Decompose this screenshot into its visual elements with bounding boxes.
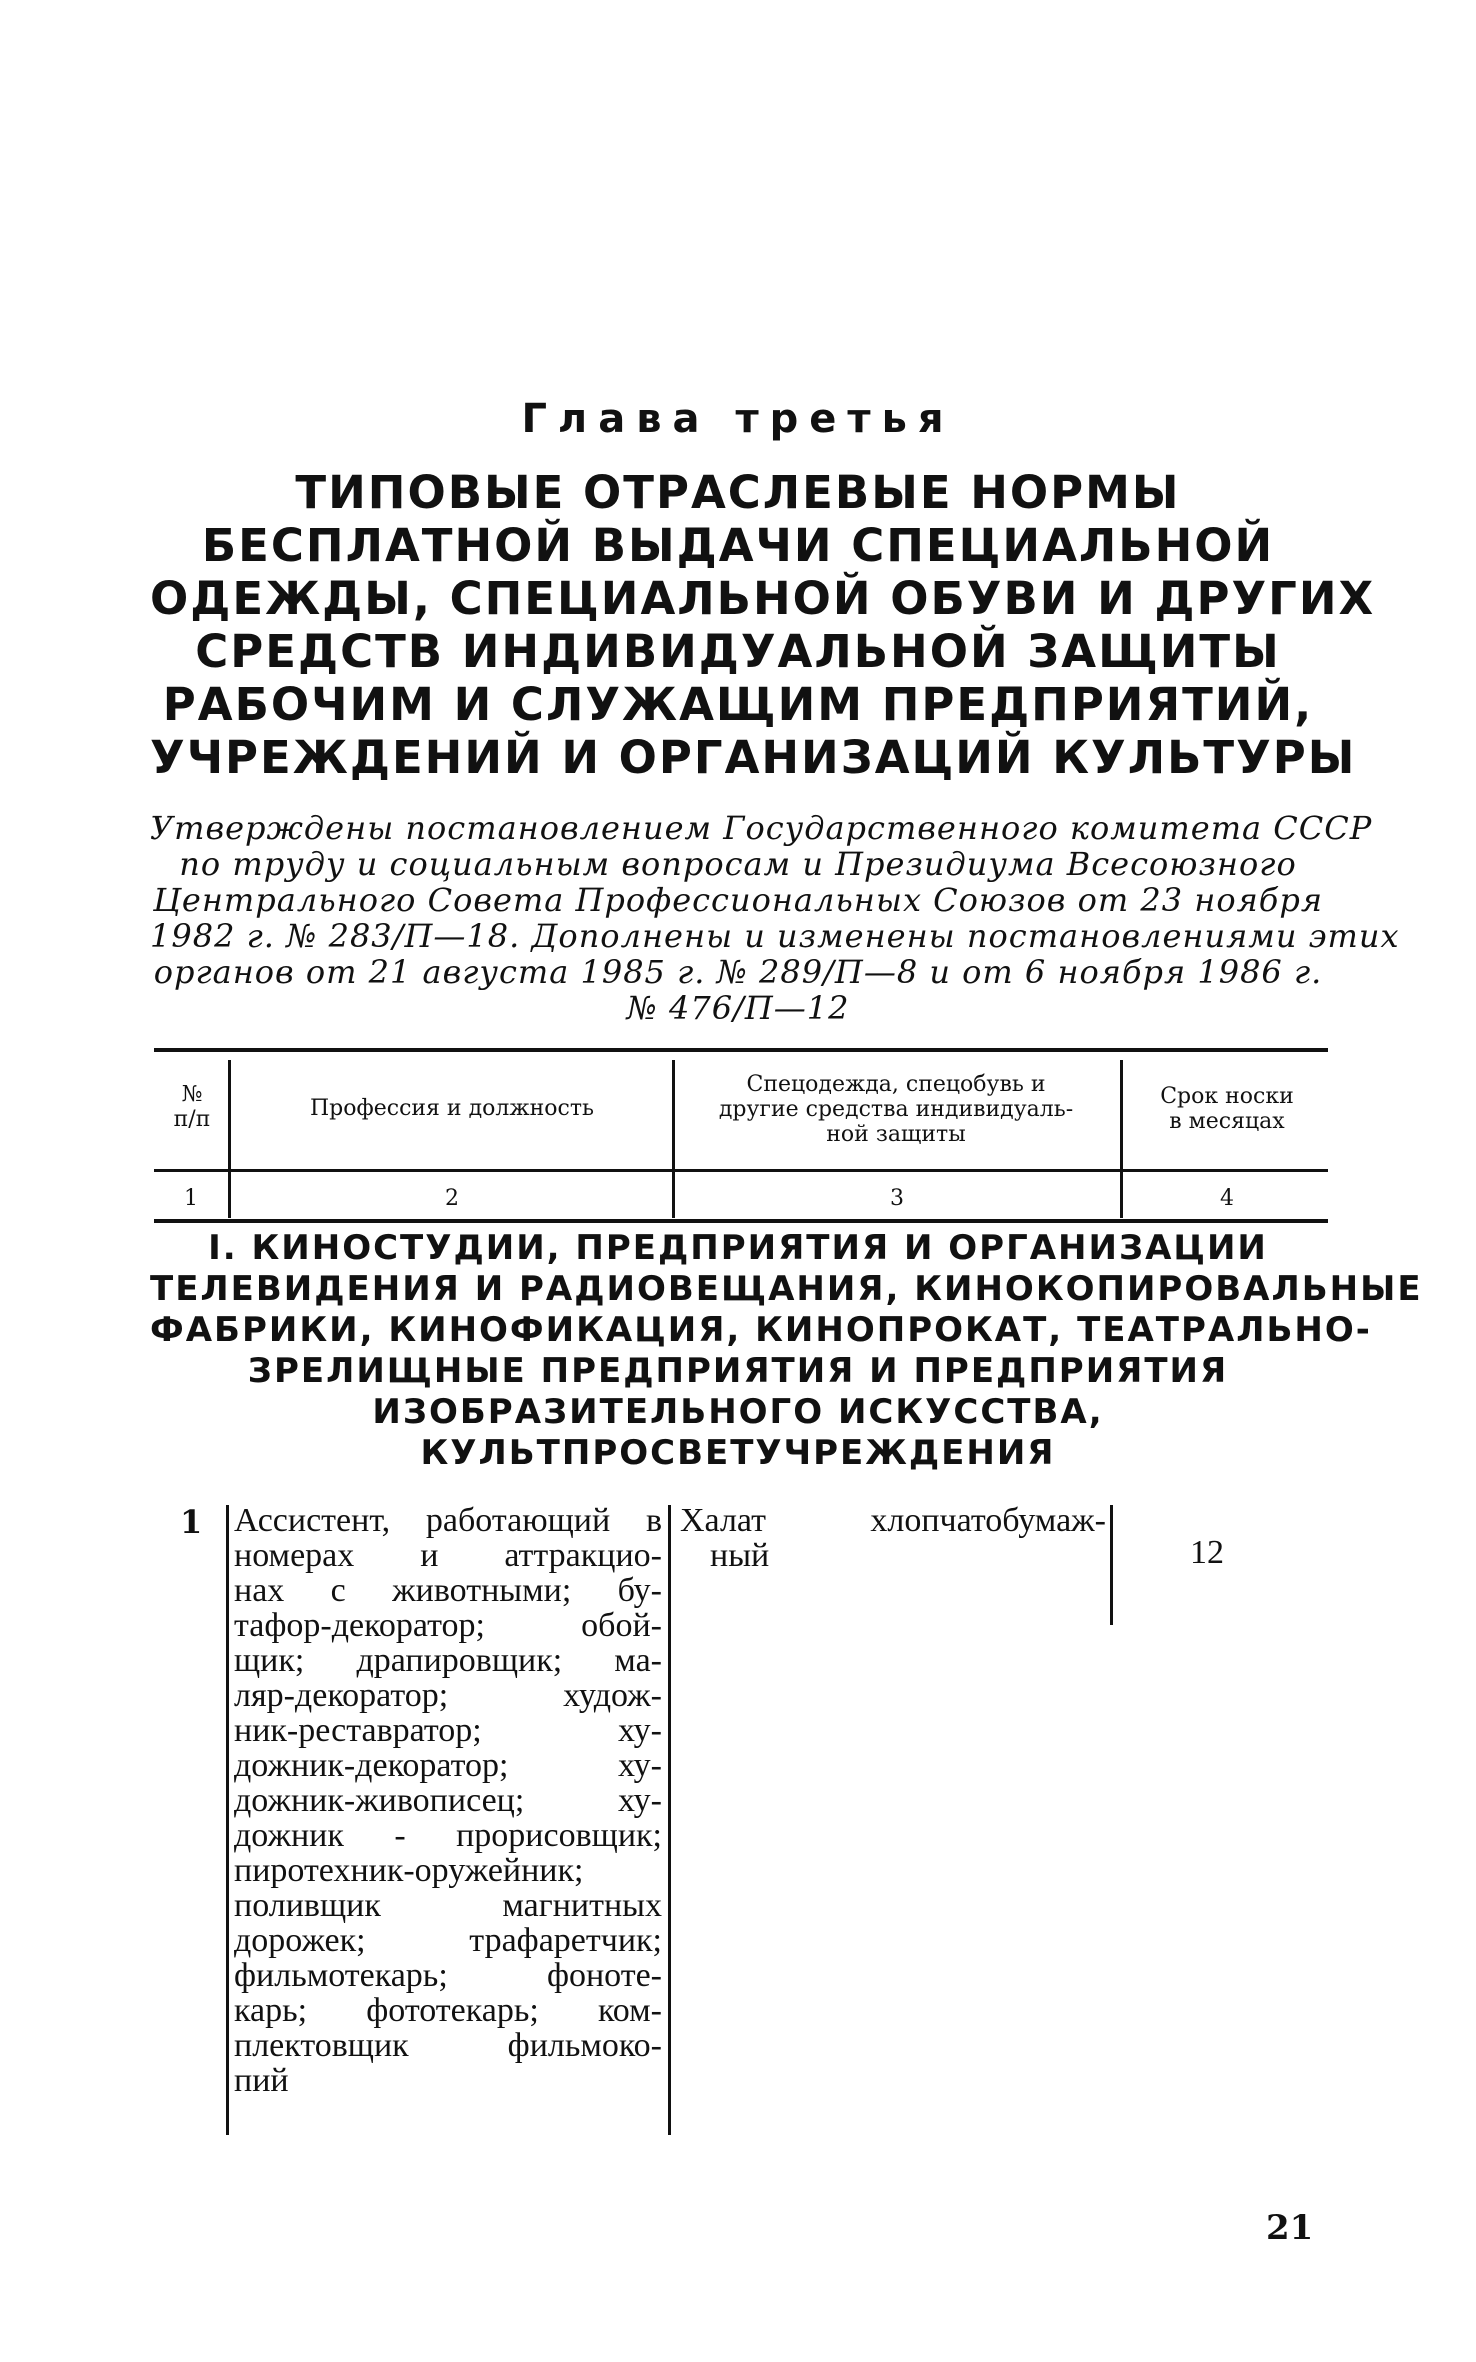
- column-number: 4: [1220, 1186, 1234, 1211]
- header-profession: Профессия и должность: [310, 1096, 594, 1121]
- approval-line: Центрального Совета Профессиональных Союзов от 23 ноября: [153, 881, 1323, 919]
- section-line: ТЕЛЕВИДЕНИЯ И РАДИОВЕЩАНИЯ, КИНОКОПИРОВАЛЬНЫЕ: [150, 1269, 1423, 1309]
- section-line: ФАБРИКИ, КИНОФИКАЦИЯ, КИНОПРОКАТ, ТЕАТРАЛЬНО-: [150, 1310, 1372, 1350]
- approval-line: Утверждены постановлением Государственного комитета СССР: [150, 809, 1373, 847]
- page-number: 21: [1266, 2208, 1314, 2248]
- section-heading: [150, 1228, 1423, 1474]
- header-term: Срок носки в месяцах: [1160, 1084, 1294, 1134]
- profession-line: щик; драпировщик; ма-: [234, 1642, 662, 1679]
- equipment-cell-continued: ный: [710, 1537, 770, 1574]
- profession-line: номерах и аттракцио-: [234, 1537, 662, 1574]
- equipment-cell: Халат хлопчатобумаж-: [680, 1502, 1106, 1539]
- table-top-rule: [154, 1048, 1328, 1052]
- column-divider: [1120, 1060, 1123, 1218]
- column-number: 1: [184, 1186, 198, 1211]
- section-line: ЗРЕЛИЩНЫЕ ПРЕДПРИЯТИЯ И ПРЕДПРИЯТИЯ: [247, 1351, 1229, 1391]
- header-number: № п/п: [173, 1082, 211, 1132]
- profession-cell: [234, 1503, 662, 2098]
- profession-line: ляр-декоратор; худож-: [234, 1677, 662, 1714]
- column-divider: [228, 1060, 231, 1218]
- term-cell: 12: [1190, 1534, 1224, 1571]
- profession-line: дожник-декоратор; ху-: [234, 1747, 662, 1784]
- column-divider: [226, 1505, 229, 2135]
- approval-line: органов от 21 августа 1985 г. № 289/П—8 и от 6 ноября 1986 г.: [153, 953, 1323, 991]
- row-number: 1: [180, 1503, 203, 1541]
- table-header-rule: [154, 1169, 1328, 1172]
- section-line: ИЗОБРАЗИТЕЛЬНОГО ИСКУССТВА,: [372, 1392, 1104, 1432]
- profession-line: фильмотекарь; фоноте-: [234, 1957, 662, 1994]
- approval-line: № 476/П—12: [626, 989, 850, 1027]
- profession-line: дожник-живописец; ху-: [234, 1782, 662, 1819]
- title-line: ТИПОВЫЕ ОТРАСЛЕВЫЕ НОРМЫ: [295, 466, 1181, 519]
- document-title: [150, 466, 1376, 784]
- profession-line: карь; фототекарь; ком-: [234, 1992, 662, 2029]
- profession-line: пиротехник-оружейник;: [234, 1852, 584, 1889]
- column-number: 3: [890, 1186, 904, 1211]
- column-divider: [668, 1505, 671, 2135]
- profession-line: плектовщик фильмоко-: [234, 2027, 662, 2064]
- approval-line: по труду и социальным вопросам и Президиума Всесоюзного: [179, 845, 1297, 883]
- chapter-heading: Глава третья: [521, 396, 955, 442]
- title-line: УЧРЕЖДЕНИЙ И ОРГАНИЗАЦИЙ КУЛЬТУРЫ: [150, 731, 1357, 784]
- profession-line: дожник - прорисовщик;: [234, 1817, 662, 1854]
- approval-note: [150, 809, 1400, 1027]
- profession-line: поливщик магнитных: [234, 1887, 662, 1924]
- title-line: БЕСПЛАТНОЙ ВЫДАЧИ СПЕЦИАЛЬНОЙ: [201, 519, 1275, 572]
- section-line: I. КИНОСТУДИИ, ПРЕДПРИЯТИЯ И ОРГАНИЗАЦИИ: [208, 1228, 1268, 1268]
- title-line: СРЕДСТВ ИНДИВИДУАЛЬНОЙ ЗАЩИТЫ: [195, 625, 1281, 678]
- profession-line: тафор-декоратор; обой-: [234, 1607, 662, 1644]
- title-line: ОДЕЖДЫ, СПЕЦИАЛЬНОЙ ОБУВИ И ДРУГИХ: [150, 572, 1376, 625]
- column-divider: [1110, 1505, 1113, 1625]
- table-numbers-rule: [154, 1219, 1328, 1223]
- section-line: КУЛЬТПРОСВЕТУЧРЕЖДЕНИЯ: [420, 1433, 1056, 1473]
- profession-line: пий: [234, 2062, 289, 2099]
- column-number: 2: [445, 1186, 459, 1211]
- header-equipment: Спецодежда, спецобувь и другие средства индивидуаль- ной защиты: [718, 1072, 1074, 1147]
- profession-line: дорожек; трафаретчик;: [234, 1922, 662, 1959]
- profession-line: нах с животными; бу-: [234, 1572, 662, 1609]
- profession-line: ник-реставратор; ху-: [234, 1712, 662, 1749]
- title-line: РАБОЧИМ И СЛУЖАЩИМ ПРЕДПРИЯТИЙ,: [162, 678, 1314, 731]
- profession-line: Ассистент, работающий в: [234, 1502, 662, 1539]
- approval-line: 1982 г. № 283/П—18. Дополнены и изменены постановлениями этих: [150, 917, 1400, 955]
